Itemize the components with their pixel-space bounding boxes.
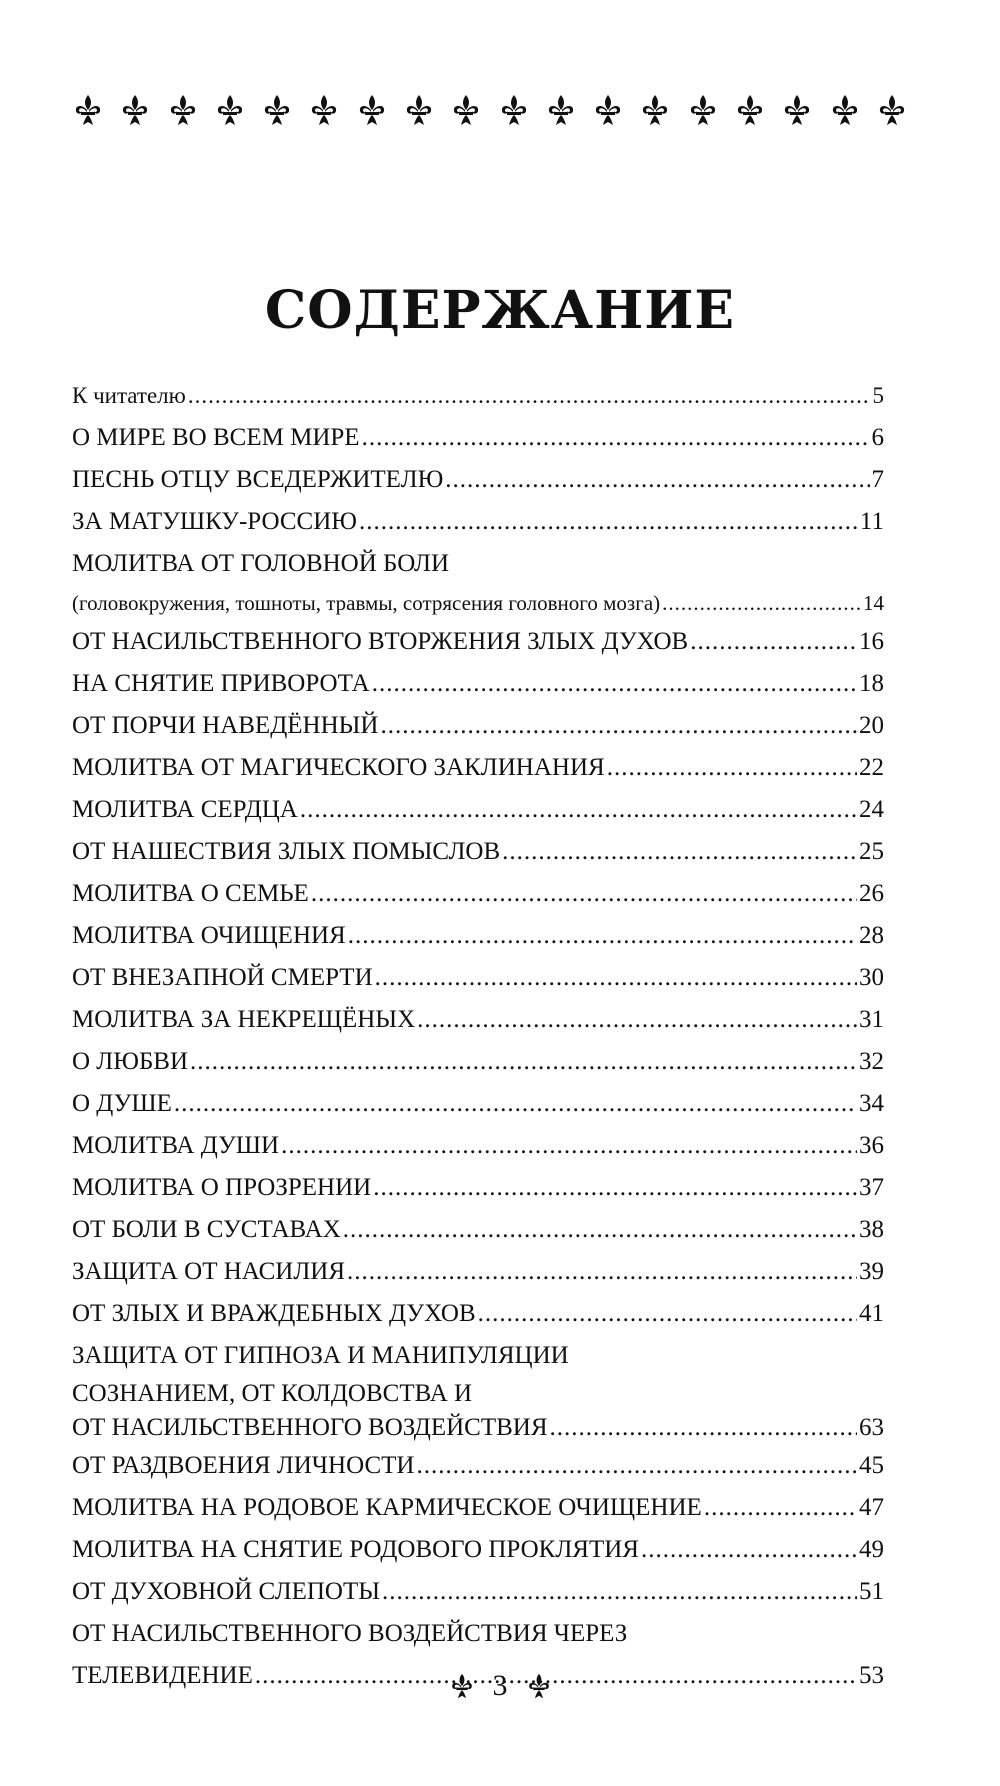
toc-entry bbox=[72, 1125, 884, 1167]
dot-leader bbox=[550, 1411, 857, 1445]
toc-entry-title: ЗАЩИТА ОТ НАСИЛИЯ bbox=[72, 1258, 346, 1285]
toc-entry-title: МОЛИТВА О СЕМЬЕ bbox=[72, 880, 309, 907]
dot-leader bbox=[311, 873, 857, 915]
toc-entry bbox=[72, 831, 884, 873]
fleur-de-lis-icon bbox=[781, 93, 813, 127]
toc-page-number: 53 bbox=[859, 1662, 884, 1689]
dot-leader bbox=[174, 1083, 857, 1125]
toc-entry-title: ЗА МАТУШКУ-РОССИЮ bbox=[72, 508, 357, 535]
fleur-de-lis-icon bbox=[72, 93, 104, 127]
fleur-de-lis-icon bbox=[498, 93, 530, 127]
dot-leader bbox=[188, 375, 871, 417]
toc-page-number: 22 bbox=[859, 754, 884, 781]
toc-entry-title-line: МОЛИТВА ОТ ГОЛОВНОЙ БОЛИ bbox=[72, 550, 450, 577]
toc-entry bbox=[72, 621, 884, 663]
toc-entry bbox=[72, 417, 884, 459]
fleur-de-lis-icon bbox=[356, 93, 388, 127]
toc-entry bbox=[72, 747, 884, 789]
fleur-de-lis-icon bbox=[119, 93, 151, 127]
toc-page-number: 18 bbox=[859, 670, 884, 697]
fleur-de-lis-icon bbox=[167, 93, 199, 127]
toc-entry bbox=[72, 663, 884, 705]
dot-leader bbox=[704, 1487, 857, 1529]
toc-entry-title: ОТ ПОРЧИ НАВЕДЁННЫЙ bbox=[72, 712, 379, 739]
dot-leader bbox=[607, 747, 857, 789]
dot-leader bbox=[281, 1125, 857, 1167]
toc-entry-title: ОТ РАЗДВОЕНИЯ ЛИЧНОСТИ bbox=[72, 1452, 415, 1479]
toc-entry-title: ОТ НАШЕСТВИЯ ЗЛЫХ ПОМЫСЛОВ bbox=[72, 838, 501, 865]
table-of-contents bbox=[72, 375, 884, 1697]
toc-page-number: 36 bbox=[859, 1132, 884, 1159]
toc-entry bbox=[72, 1041, 884, 1083]
dot-leader bbox=[478, 1293, 857, 1335]
dot-leader bbox=[445, 459, 869, 501]
dot-leader bbox=[348, 915, 857, 957]
dot-leader bbox=[382, 1571, 857, 1613]
toc-entry bbox=[72, 1335, 884, 1445]
dot-leader bbox=[641, 1529, 857, 1571]
toc-entry-title: МОЛИТВА ДУШИ bbox=[72, 1132, 280, 1159]
toc-page-number: 32 bbox=[859, 1048, 884, 1075]
toc-entry bbox=[72, 501, 884, 543]
toc-page-number: 26 bbox=[859, 880, 884, 907]
toc-entry-title: МОЛИТВА НА РОДОВОЕ КАРМИЧЕСКОЕ ОЧИЩЕНИЕ bbox=[72, 1494, 702, 1521]
dot-leader bbox=[375, 957, 857, 999]
toc-entry-title: ОТ НАСИЛЬСТВЕННОГО ВТОРЖЕНИЯ ЗЛЫХ ДУХОВ bbox=[72, 628, 689, 655]
toc-page-number: 41 bbox=[859, 1300, 884, 1327]
toc-entry bbox=[72, 1445, 884, 1487]
page-footer bbox=[0, 1666, 1000, 1706]
toc-entry-title: ОТ БОЛИ В СУСТАВАХ bbox=[72, 1216, 341, 1243]
fleur-de-lis-icon bbox=[687, 93, 719, 127]
dot-leader bbox=[373, 1167, 857, 1209]
toc-entry bbox=[72, 1167, 884, 1209]
toc-page-number: 45 bbox=[859, 1452, 884, 1479]
dot-leader bbox=[417, 999, 857, 1041]
toc-entry-title: О МИРЕ ВО ВСЕМ МИРЕ bbox=[72, 424, 360, 451]
toc-entry bbox=[72, 1209, 884, 1251]
toc-entry-title: К читателю bbox=[72, 383, 186, 408]
toc-entry-title-line: ЗАЩИТА ОТ ГИПНОЗА И МАНИПУЛЯЦИИ bbox=[72, 1342, 569, 1369]
dot-leader bbox=[690, 621, 857, 663]
toc-entry-title: ТЕЛЕВИДЕНИЕ bbox=[72, 1662, 253, 1689]
toc-page-number: 49 bbox=[859, 1536, 884, 1563]
dot-leader bbox=[359, 501, 858, 543]
toc-page-number: 39 bbox=[859, 1258, 884, 1285]
toc-entry-title: МОЛИТВА ЗА НЕКРЕЩЁНЫХ bbox=[72, 1006, 416, 1033]
toc-page-number: 31 bbox=[859, 1006, 884, 1033]
toc-page-number: 25 bbox=[859, 838, 884, 865]
fleur-de-lis-icon bbox=[639, 93, 671, 127]
toc-entry bbox=[72, 1083, 884, 1125]
toc-entry-title-line: ОТ НАСИЛЬСТВЕННОГО ВОЗДЕЙСТВИЯ ЧЕРЕЗ bbox=[72, 1620, 628, 1647]
toc-page-number: 24 bbox=[859, 796, 884, 823]
dot-leader bbox=[372, 663, 857, 705]
toc-entry-title: МОЛИТВА ОЧИЩЕНИЯ bbox=[72, 922, 346, 949]
toc-entry-title: МОЛИТВА СЕРДЦА bbox=[72, 796, 298, 823]
fleur-de-lis-icon bbox=[214, 93, 246, 127]
dot-leader bbox=[343, 1209, 857, 1251]
dot-leader bbox=[380, 705, 857, 747]
toc-entry bbox=[72, 957, 884, 999]
toc-page-number: 6 bbox=[871, 424, 884, 451]
dot-leader bbox=[416, 1445, 857, 1487]
toc-entry-title: ОТ ВНЕЗАПНОЙ СМЕРТИ bbox=[72, 964, 373, 991]
dot-leader bbox=[662, 585, 861, 621]
toc-page-number: 37 bbox=[859, 1174, 884, 1201]
toc-entry-title: О ЛЮБВИ bbox=[72, 1048, 189, 1075]
fleur-de-lis-icon bbox=[876, 93, 908, 127]
toc-entry bbox=[72, 1487, 884, 1529]
toc-entry bbox=[72, 873, 884, 915]
dot-leader bbox=[502, 831, 857, 873]
fleur-de-lis-icon bbox=[450, 93, 482, 127]
toc-entry-title-line: СОЗНАНИЕМ, ОТ КОЛДОВСТВА И bbox=[72, 1380, 473, 1407]
toc-page-number: 63 bbox=[859, 1414, 884, 1441]
fleur-de-lis-icon bbox=[449, 1672, 475, 1700]
toc-page-number: 16 bbox=[859, 628, 884, 655]
toc-page-number: 14 bbox=[863, 591, 884, 615]
dot-leader bbox=[347, 1251, 857, 1293]
top-ornament-border bbox=[72, 90, 908, 130]
toc-entry bbox=[72, 543, 884, 621]
fleur-de-lis-icon bbox=[403, 93, 435, 127]
toc-entry-title: ОТ НАСИЛЬСТВЕННОГО ВОЗДЕЙСТВИЯ bbox=[72, 1414, 548, 1441]
toc-entry bbox=[72, 1571, 884, 1613]
toc-entry-title: МОЛИТВА ОТ МАГИЧЕСКОГО ЗАКЛИНАНИЯ bbox=[72, 754, 605, 781]
toc-entry bbox=[72, 915, 884, 957]
toc-entry bbox=[72, 705, 884, 747]
toc-entry bbox=[72, 1293, 884, 1335]
toc-entry-title: О ДУШЕ bbox=[72, 1090, 172, 1117]
fleur-de-lis-icon bbox=[592, 93, 624, 127]
fleur-de-lis-icon bbox=[526, 1672, 552, 1700]
dot-leader bbox=[300, 789, 857, 831]
toc-page-number: 51 bbox=[859, 1578, 884, 1605]
toc-page-number: 34 bbox=[859, 1090, 884, 1117]
toc-page-number: 28 bbox=[859, 922, 884, 949]
toc-page-number: 47 bbox=[859, 1494, 884, 1521]
fleur-de-lis-icon bbox=[545, 93, 577, 127]
dot-leader bbox=[362, 417, 870, 459]
toc-page-number: 20 bbox=[859, 712, 884, 739]
fleur-de-lis-icon bbox=[829, 93, 861, 127]
toc-entry bbox=[72, 459, 884, 501]
toc-entry bbox=[72, 789, 884, 831]
toc-entry-title: ОТ ЗЛЫХ И ВРАЖДЕБНЫХ ДУХОВ bbox=[72, 1300, 476, 1327]
toc-entry-title: (головокружения, тошноты, травмы, сотрясения головного мозга) bbox=[72, 591, 661, 615]
toc-page-number: 5 bbox=[872, 383, 884, 408]
fleur-de-lis-icon bbox=[261, 93, 293, 127]
page-number: 3 bbox=[492, 1669, 508, 1702]
toc-entry-title: НА СНЯТИЕ ПРИВОРОТА bbox=[72, 670, 370, 697]
page-title: СОДЕРЖАНИЕ bbox=[264, 279, 736, 341]
toc-entry bbox=[72, 999, 884, 1041]
dot-leader bbox=[190, 1041, 857, 1083]
toc-entry bbox=[72, 375, 884, 417]
fleur-de-lis-icon bbox=[734, 93, 766, 127]
toc-entry-title: МОЛИТВА НА СНЯТИЕ РОДОВОГО ПРОКЛЯТИЯ bbox=[72, 1536, 639, 1563]
toc-page-number: 30 bbox=[859, 964, 884, 991]
toc-entry-title: МОЛИТВА О ПРОЗРЕНИИ bbox=[72, 1174, 372, 1201]
toc-page-number: 11 bbox=[859, 508, 884, 535]
toc-page-number: 7 bbox=[871, 466, 884, 493]
toc-page-number: 38 bbox=[859, 1216, 884, 1243]
toc-entry-title: ПЕСНЬ ОТЦУ ВСЕДЕРЖИТЕЛЮ bbox=[72, 466, 444, 493]
toc-entry-title: ОТ ДУХОВНОЙ СЛЕПОТЫ bbox=[72, 1578, 381, 1605]
toc-entry bbox=[72, 1529, 884, 1571]
fleur-de-lis-icon bbox=[308, 93, 340, 127]
toc-entry bbox=[72, 1251, 884, 1293]
